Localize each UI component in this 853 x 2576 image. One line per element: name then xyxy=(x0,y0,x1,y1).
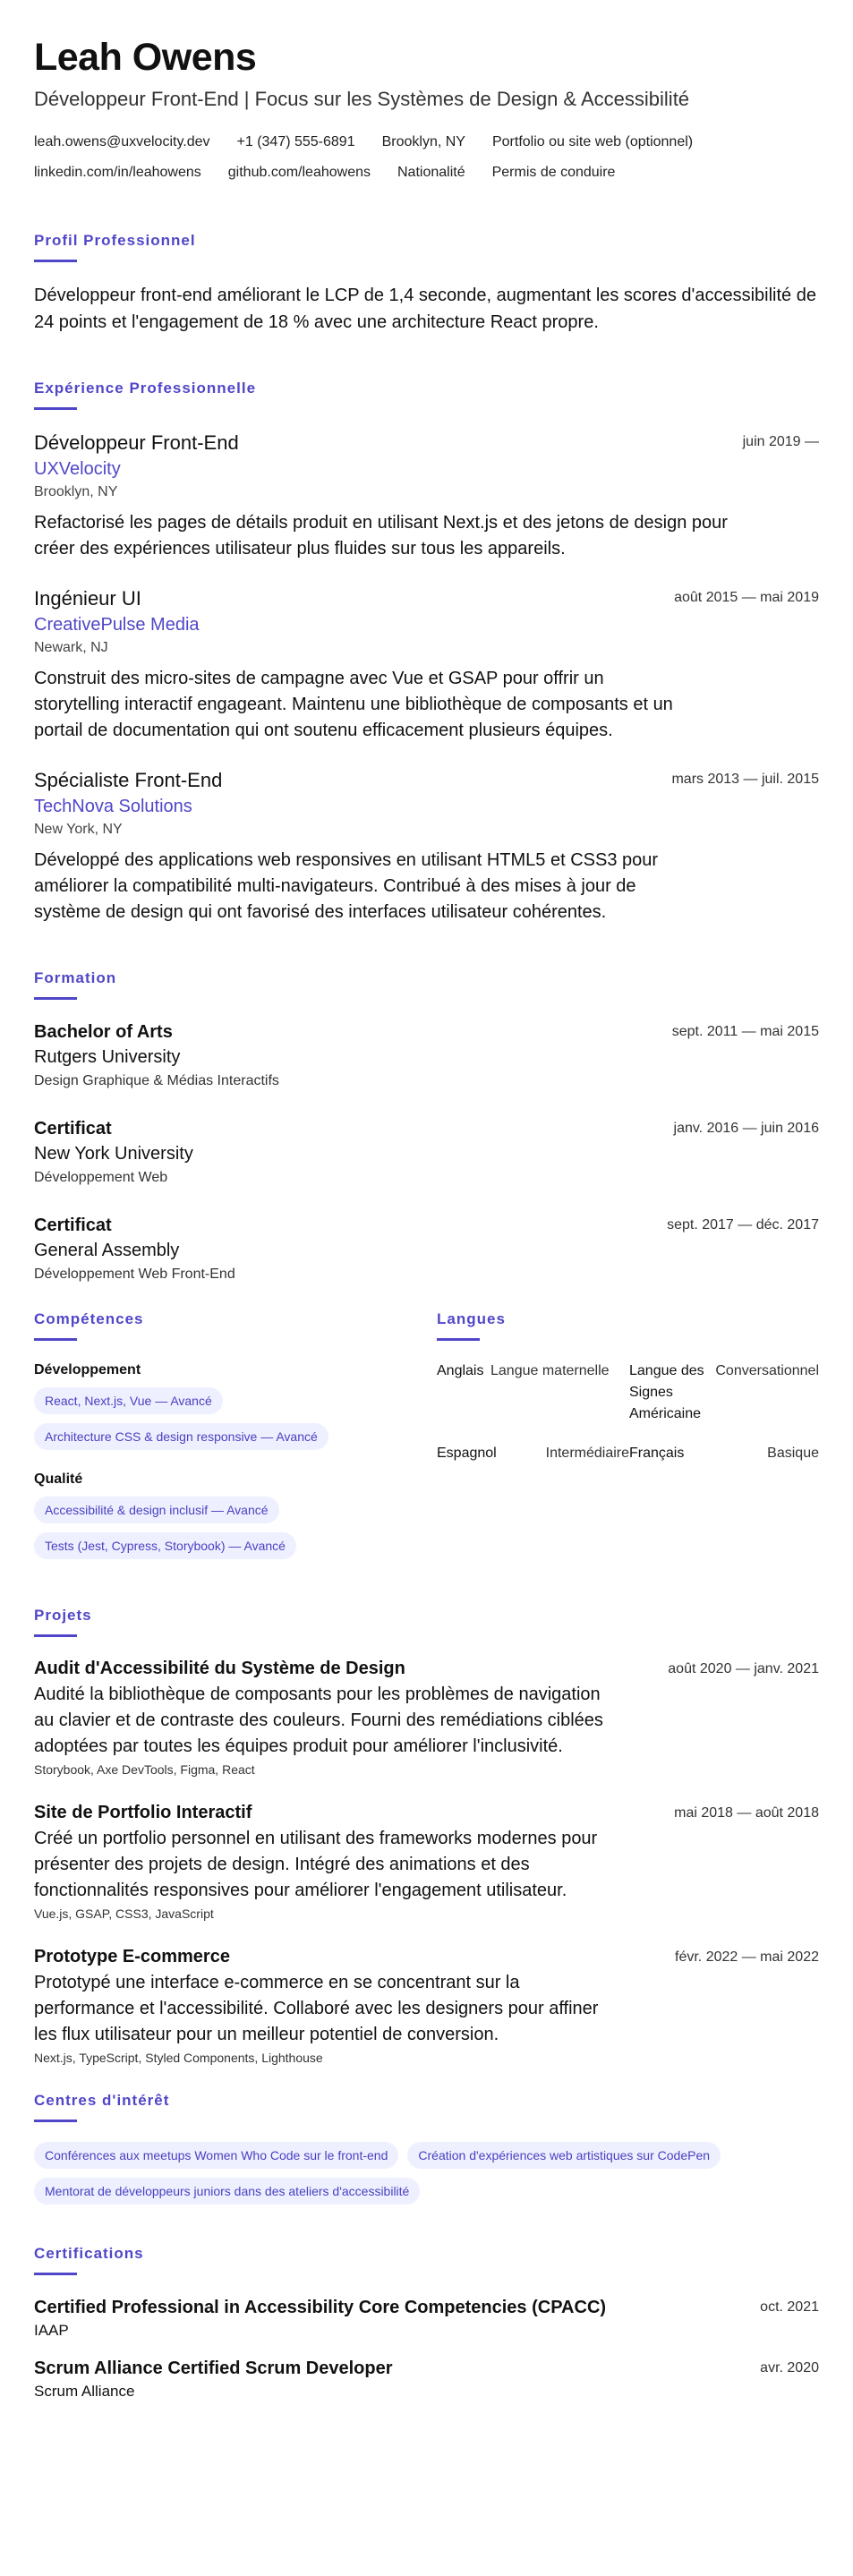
job-entry xyxy=(34,430,819,562)
school: General Assembly xyxy=(34,1241,180,1260)
project-entry xyxy=(34,1657,819,1779)
projects-title: Projets xyxy=(34,1607,92,1624)
degree: Certificat xyxy=(34,1119,112,1139)
job-title: Spécialiste Front-End xyxy=(34,769,223,791)
job-company: UXVelocity xyxy=(34,459,121,479)
skills-section xyxy=(34,1309,437,1579)
section-divider xyxy=(34,2273,77,2275)
language-name: Langue des Signes Américaine xyxy=(629,1363,704,1421)
school: New York University xyxy=(34,1144,193,1164)
project-dates: mai 2018 — août 2018 xyxy=(674,1805,819,1821)
languages-section xyxy=(437,1309,819,1579)
languages-title: Langues xyxy=(437,1310,506,1327)
certification-issuer: IAAP xyxy=(34,2322,69,2339)
job-description: Développé des applications web responsives en utilisant HTML5 et CSS3 pour améliorer la compatibilité multi-navigateurs. Contribué à des mises à jour de système de design qui ont favorisé des interfaces utilisateur cohérentes. xyxy=(34,850,659,922)
certification-entry xyxy=(34,2295,819,2341)
contact-list-secondary xyxy=(34,158,819,188)
contact-github[interactable]: github.com/leahowens xyxy=(227,165,371,180)
contact-nationality: Nationalité xyxy=(397,165,465,180)
project-title: Audit d'Accessibilité du Système de Design xyxy=(34,1659,405,1678)
certification-date: oct. 2021 xyxy=(760,2299,819,2315)
languages-grid xyxy=(437,1361,819,1464)
certification-title: Certified Professional in Accessibility Core Competencies (CPACC) xyxy=(34,2298,607,2317)
job-dates: mars 2013 — juil. 2015 xyxy=(671,772,819,787)
section-divider xyxy=(34,2120,77,2122)
section-divider xyxy=(34,1634,77,1637)
job-title: Développeur Front-End xyxy=(34,431,239,454)
interests-list xyxy=(34,2142,819,2213)
contact-phone[interactable]: +1 (347) 555-6891 xyxy=(236,134,355,149)
education-dates: janv. 2016 — juin 2016 xyxy=(673,1121,819,1136)
job-entry xyxy=(34,585,819,744)
job-location: Newark, NJ xyxy=(34,640,108,655)
job-location: New York, NY xyxy=(34,822,123,837)
interests-title: Centres d'intérêt xyxy=(34,2092,170,2109)
education-title: Formation xyxy=(34,969,117,986)
section-divider xyxy=(34,407,77,410)
education-entry xyxy=(34,1019,819,1093)
project-description: Audité la bibliothèque de composants pour les problèmes de navigation au clavier et de contraste des couleurs. Fourni des remédiations ciblées adoptées par toutes les équipes produit pour améliorer l'inclusivité. xyxy=(34,1685,603,1756)
summary-section xyxy=(34,231,819,336)
projects-section xyxy=(34,1606,819,2068)
skill-chip: React, Next.js, Vue — Avancé xyxy=(34,1387,223,1414)
job-company: TechNova Solutions xyxy=(34,797,192,816)
project-tech: Vue.js, GSAP, CSS3, JavaScript xyxy=(34,1906,214,1921)
contact-location: Brooklyn, NY xyxy=(381,134,465,149)
project-description: Prototypé une interface e-commerce en se concentrant sur la performance et l'accessibilité. Collaboré avec les designers pour affiner les flux utilisateur pour un meilleur potentiel de conversion. xyxy=(34,1973,599,2044)
field-of-study: Design Graphique & Médias Interactifs xyxy=(34,1073,279,1088)
contact-linkedin[interactable]: linkedin.com/in/leahowens xyxy=(34,165,201,180)
candidate-headline: Développeur Front-End | Focus sur les Systèmes de Design & Accessibilité xyxy=(34,88,690,110)
language-name: Espagnol xyxy=(437,1446,497,1461)
skill-chip: Tests (Jest, Cypress, Storybook) — Avancé xyxy=(34,1532,296,1559)
language-level: Langue maternelle xyxy=(490,1363,610,1378)
job-title: Ingénieur UI xyxy=(34,587,141,610)
certification-title: Scrum Alliance Certified Scrum Developer xyxy=(34,2358,393,2378)
certifications-title: Certifications xyxy=(34,2245,144,2262)
contact-email[interactable]: leah.owens@uxvelocity.dev xyxy=(34,134,210,149)
education-section xyxy=(34,968,819,1286)
education-dates: sept. 2011 — mai 2015 xyxy=(671,1024,819,1039)
experience-section xyxy=(34,379,819,925)
certification-issuer: Scrum Alliance xyxy=(34,2383,135,2400)
education-entry xyxy=(34,1116,819,1190)
language-name: Anglais xyxy=(437,1363,484,1378)
job-dates: août 2015 — mai 2019 xyxy=(674,590,819,605)
language-level: Conversationnel xyxy=(715,1363,819,1378)
experience-title: Expérience Professionnelle xyxy=(34,380,257,397)
job-description: Construit des micro-sites de campagne avec Vue et GSAP pour offrir un storytelling interactif engageant. Maintenu une bibliothèque de composants et un portail de documentation qui ont soutenu efficacement plusieurs équipes. xyxy=(34,669,673,740)
contact-list xyxy=(34,127,819,158)
skills-title: Compétences xyxy=(34,1310,144,1327)
skill-chip: Architecture CSS & design responsive — Avancé xyxy=(34,1423,328,1450)
section-divider xyxy=(437,1338,480,1341)
project-entry xyxy=(34,1945,819,2068)
candidate-name: Leah Owens xyxy=(34,36,257,79)
field-of-study: Développement Web xyxy=(34,1170,168,1185)
certification-date: avr. 2020 xyxy=(760,2360,819,2376)
job-location: Brooklyn, NY xyxy=(34,484,118,499)
language-level: Basique xyxy=(767,1446,819,1461)
field-of-study: Développement Web Front-End xyxy=(34,1267,235,1282)
job-description: Refactorisé les pages de détails produit en utilisant Next.js et des jetons de design pour créer des expériences utilisateur plus fluides sur tous les appareils. xyxy=(34,513,728,559)
certification-entry xyxy=(34,2356,819,2402)
project-dates: févr. 2022 — mai 2022 xyxy=(675,1949,819,1965)
project-title: Site de Portfolio Interactif xyxy=(34,1803,252,1822)
skill-chips xyxy=(34,1387,437,1459)
education-entry xyxy=(34,1213,819,1286)
degree: Bachelor of Arts xyxy=(34,1022,173,1042)
contact-driving-license: Permis de conduire xyxy=(491,165,616,180)
summary-title: Profil Professionnel xyxy=(34,232,196,249)
interests-section xyxy=(34,2091,819,2213)
interest-chip: Mentorat de développeurs juniors dans des ateliers d'accessibilité xyxy=(34,2178,420,2205)
language-name: Français xyxy=(629,1446,685,1461)
certifications-section xyxy=(34,2244,819,2402)
project-dates: août 2020 — janv. 2021 xyxy=(668,1661,819,1676)
section-divider xyxy=(34,260,77,262)
degree: Certificat xyxy=(34,1215,112,1235)
section-divider xyxy=(34,997,77,1000)
skill-chip: Accessibilité & design inclusif — Avancé xyxy=(34,1497,279,1523)
interest-chip: Création d'expériences web artistiques sur CodePen xyxy=(407,2142,721,2169)
skill-group-title: Développement xyxy=(34,1362,141,1378)
project-title: Prototype E-commerce xyxy=(34,1947,230,1966)
resume-header xyxy=(34,34,819,188)
project-entry xyxy=(34,1801,819,1923)
contact-website[interactable]: Portfolio ou site web (optionnel) xyxy=(491,134,694,149)
job-company: CreativePulse Media xyxy=(34,615,200,635)
project-tech: Next.js, TypeScript, Styled Components, Lighthouse xyxy=(34,2051,323,2065)
language-level: Intermédiaire xyxy=(545,1446,629,1461)
skill-group-title: Qualité xyxy=(34,1471,83,1487)
education-dates: sept. 2017 — déc. 2017 xyxy=(667,1217,819,1233)
school: Rutgers University xyxy=(34,1047,181,1067)
skills-languages-row xyxy=(34,1309,819,1579)
project-description: Créé un portfolio personnel en utilisant des frameworks modernes pour présenter des projets de design. Intégré des animations et des fonctionnalités responsives pour améliorer l'engagement utilisateur. xyxy=(34,1829,598,1900)
job-entry xyxy=(34,767,819,925)
section-divider xyxy=(34,1338,77,1341)
summary-text: Développeur front-end améliorant le LCP de 1,4 seconde, augmentant les scores d'accessibilité de 24 points et l'engagement de 18 % avec une architecture React propre. xyxy=(34,286,816,332)
job-dates: juin 2019 — xyxy=(742,434,819,449)
skill-chips xyxy=(34,1497,437,1568)
interest-chip: Conférences aux meetups Women Who Code sur le front-end xyxy=(34,2142,398,2169)
project-tech: Storybook, Axe DevTools, Figma, React xyxy=(34,1762,255,1777)
